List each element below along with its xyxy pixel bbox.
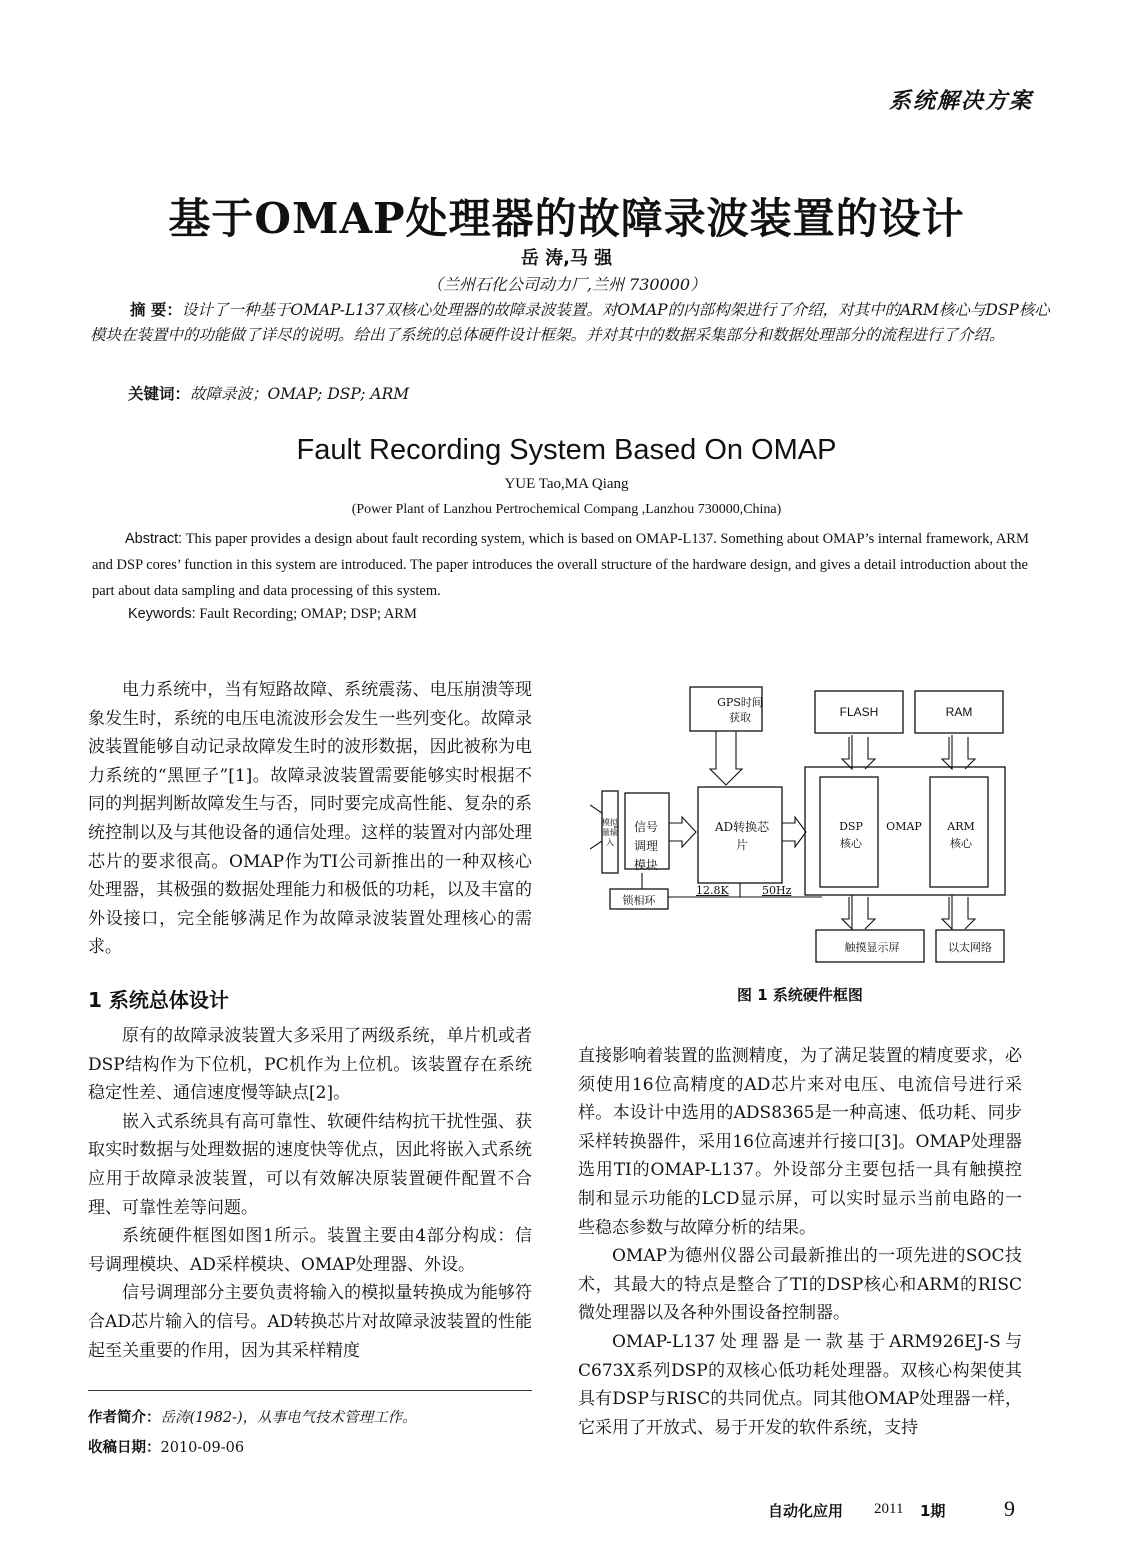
keywords-cn — [128, 382, 409, 404]
keywords-en — [128, 606, 417, 623]
footnote-author — [88, 1406, 417, 1427]
keywords-en-text: Fault Recording; OMAP; DSP; ARM — [195, 606, 417, 622]
input-label: 模拟量输入 — [602, 818, 618, 847]
journal-name: 自动化应用 — [768, 1502, 844, 1520]
footnote-author-text: 岳涛(1982-)，从事电气技术管理工作。 — [160, 1410, 417, 1426]
abstract-cn-text: 设计了一种基于OMAP-L137双核心处理器的故障录波装置。对OMAP的内部构架进行了介绍，对其中的ARM核心与DSP核心模块在装置中的功能做了详尽的说明。给出了系统的总体硬件设计框架。并对其中的数据采集部分和数据处理部分的流程进行了介绍。 — [90, 301, 1050, 344]
affiliation-cn: （兰州石化公司动力厂,兰州 730000） — [426, 275, 707, 294]
body-left-section1 — [88, 1022, 532, 1365]
journal-year: 2011 — [874, 1501, 904, 1517]
flash-label: FLASH — [839, 705, 879, 719]
abstract-en-text: This paper provides a design about fault recording system, which is based on OMAP-L137. Something about OMAP’s internal framework, ARM and DSP cores’ function in this system are introduced. The paper introduces the overall structure of the hardware design, and gives a detail introduction about the part about data sampling and data processing of this system. — [92, 531, 1029, 599]
title-cn: 基于OMAP处理器的故障录波装置的设计 — [168, 194, 965, 243]
arrow-dsp-touch — [842, 895, 875, 929]
authors-en: YUE Tao,MA Qiang — [504, 476, 629, 492]
paragraph: OMAP为德州仪器公司最新推出的一项先进的SOC技术，其最大的特点是整合了TI的DSP核心和ARM的RISC微处理器以及各种外围设备控制器。 — [578, 1246, 1022, 1324]
journal-issue: 1期 — [920, 1502, 946, 1520]
arrow-ram-arm — [942, 735, 975, 769]
freq-50hz-label: 50Hz — [762, 884, 792, 897]
paragraph: OMAP-L137处理器是一款基于ARM926EJ-S与C673X系列DSP的双核心低功耗处理器。双核心构架使其具有DSP与RISC的共同优点。同其他OMAP处理器一样，它采用了开放式、易于开发的软件系统，支持 — [578, 1331, 1022, 1438]
footnote-date — [88, 1436, 244, 1457]
body-right — [578, 1042, 1022, 1442]
paragraph: 直接影响着装置的监测精度，为了满足装置的精度要求，必须使用16位高精度的AD芯片来对电压、电流信号进行采样。本设计中选用的ADS8365是一种高速、低功耗、同步采样转换器件，采用16位高速并行接口[3]。OMAP处理器选用TI的OMAP-L137。外设部分主要包括一具有触摸控制和显示功能的LCD显示屏，可以实时显示当前电路的一些稳态参数与故障分析的结果。 — [578, 1046, 1022, 1238]
abstract-en — [92, 526, 1037, 604]
input-arrow — [590, 805, 602, 849]
arrow-gps-ad — [710, 731, 742, 785]
paragraph: 原有的故障录波装置大多采用了两级系统，单片机或者DSP结构作为下位机，PC机作为上位机。该装置存在系统稳定性差、通信速度慢等缺点[2]。 — [88, 1026, 532, 1104]
footnote-date-text: 2010-09-06 — [160, 1440, 245, 1456]
paragraph: 嵌入式系统具有高可靠性、软硬件结构抗干扰性强、获取实时数据与处理数据的速度快等优点，因此将嵌入式系统应用于故障录波装置，可以有效解决原装置硬件配置不合理、可靠性差等问题。 — [88, 1111, 532, 1218]
authors-cn: 岳 涛,马 强 — [520, 248, 613, 269]
paragraph: 系统硬件框图如图1所示。装置主要由4部分构成：信号调理模块、AD采样模块、OMAP处理器、外设。 — [88, 1226, 532, 1275]
omap-label: OMAP — [886, 820, 922, 833]
ram-label: RAM — [945, 705, 973, 719]
gps-label: GPS时间获取 — [717, 696, 763, 724]
arrow-flash-dsp — [842, 735, 875, 769]
section-heading: 1 系统总体设计 — [88, 988, 229, 1012]
signal-label: 信号调理模块 — [633, 820, 658, 872]
abstract-cn-label: 摘 要： — [130, 301, 182, 319]
title-en: Fault Recording System Based On OMAP — [296, 434, 837, 466]
affiliation-en: (Power Plant of Lanzhou Pertrochemical Compang ,Lanzhou 730000,China) — [351, 502, 782, 517]
page-number: 9 — [1004, 1496, 1015, 1521]
keywords-cn-text: 故障录波；OMAP; DSP; ARM — [190, 385, 410, 403]
ad-label: AD转换芯片 — [714, 820, 770, 852]
section-tag: 系统解决方案 — [888, 89, 1033, 114]
freq-12k-label: 12.8K — [696, 884, 729, 897]
touch-label: 触摸显示屏 — [844, 941, 900, 954]
keywords-en-label: Keywords: — [128, 606, 196, 622]
abstract-en-label: Abstract: — [125, 531, 183, 547]
ethernet-label: 以太网络 — [948, 941, 992, 954]
footnote-author-label: 作者简介： — [88, 1410, 161, 1426]
arrow-arm-eth — [942, 895, 975, 929]
body-left-intro — [88, 676, 532, 962]
keywords-cn-label: 关键词： — [128, 385, 191, 403]
paragraph: 电力系统中，当有短路故障、系统震荡、电压崩溃等现象发生时，系统的电压电流波形会发生一些列变化。故障录波装置能够自动记录故障发生时的波形数据，因此被称为电力系统的“黑匣子”[1]。故障录波装置需要能够实时根据不同的判据判断故障发生与否，同时要完成高性能、复杂的系统控制以及与其他设备的通信处理。这样的装置对内部处理芯片的要求很高。OMAP作为TI公司新推出的一种双核心处理器，其极强的数据处理能力和极低的功耗，以及丰富的外设接口，完全能够满足作为故障录波装置处理核心的需求。 — [88, 680, 532, 958]
dsp-label: DSP核心 — [839, 820, 863, 850]
paragraph: 信号调理部分主要负责将输入的模拟量转换成为能够符合AD芯片输入的信号。AD转换芯片对故障录波装置的性能起至关重要的作用，因为其采样精度 — [88, 1283, 532, 1361]
arm-label: ARM核心 — [947, 820, 975, 850]
pll-label: 锁相环 — [622, 894, 656, 907]
figure-caption: 图 1 系统硬件框图 — [737, 986, 863, 1004]
arrow-ad-omap — [782, 817, 806, 847]
abstract-cn — [90, 298, 1050, 348]
footnote-date-label: 收稿日期： — [88, 1440, 161, 1456]
footnote-divider — [88, 1390, 532, 1391]
arrow-signal-ad — [669, 817, 696, 847]
